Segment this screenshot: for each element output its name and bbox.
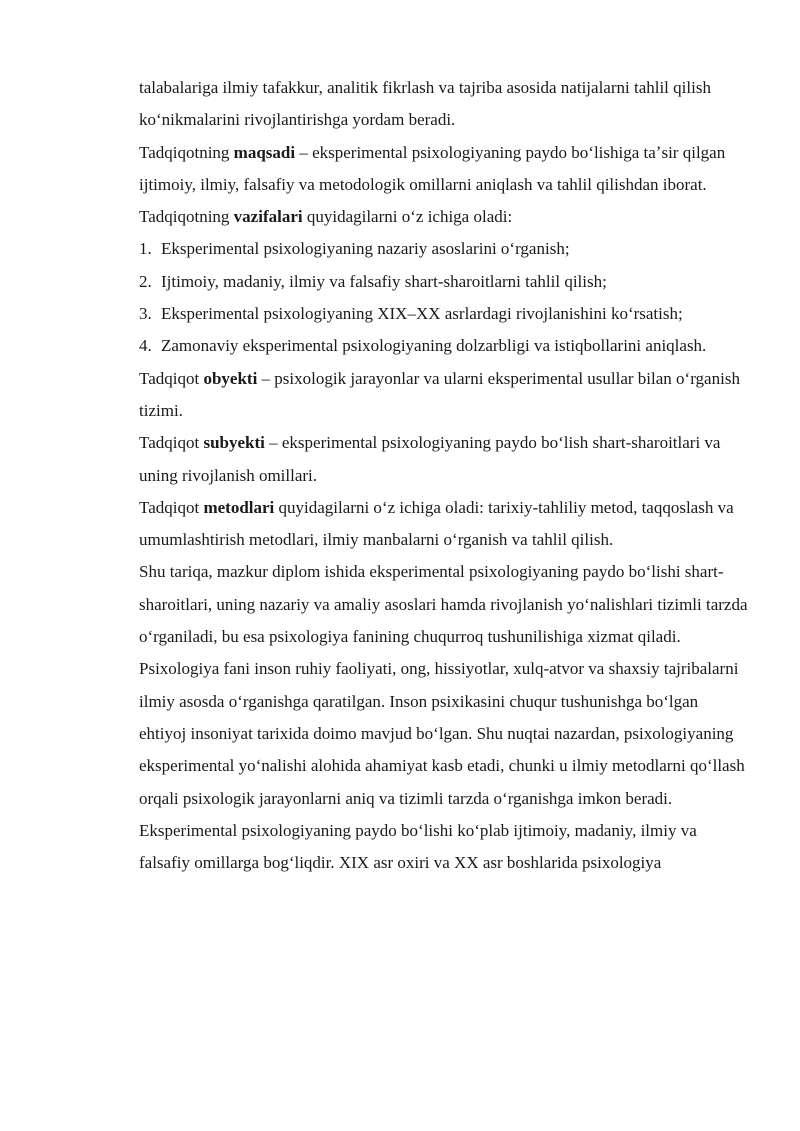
list-item-number: 2. bbox=[139, 271, 152, 291]
methods-lead: Tadqiqot bbox=[139, 497, 204, 517]
object-text: – psixologik jarayonlar va ularni eksperimental usullar bilan oʻrganish tizimi. bbox=[139, 368, 740, 420]
paragraph-methods bbox=[139, 492, 749, 557]
list-item bbox=[139, 266, 749, 298]
tasks-term: vazifalari bbox=[233, 207, 303, 227]
list-item-text: Zamonaviy eksperimental psixologiyaning dolzarbligi va istiqbollarini aniqlash. bbox=[161, 336, 707, 356]
document-page bbox=[139, 72, 749, 879]
object-lead: Tadqiqot bbox=[139, 368, 204, 388]
tasks-list bbox=[139, 233, 749, 362]
tasks-lead: Tadqiqotning bbox=[139, 207, 234, 227]
subject-lead: Tadqiqot bbox=[139, 433, 204, 453]
list-item bbox=[139, 298, 749, 330]
paragraph-tasks-intro bbox=[139, 201, 749, 233]
list-item bbox=[139, 330, 749, 362]
subject-term: subyekti bbox=[203, 433, 265, 453]
list-item-text: Eksperimental psixologiyaning XIX–XX asrlardagi rivojlanishini koʻrsatish; bbox=[161, 304, 683, 324]
paragraph-intro-continuation: talabalariga ilmiy tafakkur, analitik fikrlash va tajriba asosida natijalarni tahlil qilish koʻnikmalarini rivojlantirishga yordam beradi. bbox=[139, 78, 711, 130]
methods-term: metodlari bbox=[203, 497, 275, 517]
paragraph-aim bbox=[139, 137, 749, 202]
list-item-number: 3. bbox=[139, 304, 152, 324]
paragraph-emergence: Eksperimental psixologiyaning paydo boʻlishi koʻplab ijtimoiy, madaniy, ilmiy va falsafiy omillarga bogʻliqdir. XIX asr oxiri va XX asr boshlarida psixologiya bbox=[139, 820, 697, 873]
paragraph-summary: Shu tariqa, mazkur diplom ishida eksperimental psixologiyaning paydo boʻlishi shart-sharoitlari, uning nazariy va amaliy asoslari hamda rivojlanish yoʻnalishlari tizimli tarzda oʻrganiladi, bu esa psixologiya fanining chuqurroq tushunilishiga xizmat qiladi. bbox=[139, 562, 748, 647]
aim-text: – eksperimental psixologiyaning paydo boʻlishiga taʼsir qilgan ijtimoiy, ilmiy, falsafiy va metodologik omillarni aniqlash va tahlil qilishdan iborat. bbox=[139, 142, 726, 194]
aim-lead: Tadqiqotning bbox=[139, 142, 234, 162]
paragraph-psychology: Psixologiya fani inson ruhiy faoliyati, ong, hissiyotlar, xulq-atvor va shaxsiy tajribalarni ilmiy asosda oʻrganishga qaratilgan. Inson psixikasini chuqur tushunishga boʻlgan ehtiyoj insoniyat tarixida doimo mavjud boʻlgan. Shu nuqtai nazardan, psixologiyaning eksperimental yoʻnalishi alohida ahamiyat kasb etadi, chunki u ilmiy metodlarni qoʻllash orqali psixologik jarayonlarni aniq va tizimli tarzda oʻrganishga imkon beradi. bbox=[139, 659, 745, 808]
list-item bbox=[139, 233, 749, 265]
list-item-number: 1. bbox=[139, 239, 152, 259]
subject-text: – eksperimental psixologiyaning paydo boʻlish shart-sharoitlari va uning rivojlanish omillari. bbox=[139, 433, 721, 485]
list-item-text: Eksperimental psixologiyaning nazariy asoslarini oʻrganish; bbox=[161, 239, 570, 259]
list-item-number: 4. bbox=[139, 336, 152, 356]
methods-text: quyidagilarni oʻz ichiga oladi: tarixiy-tahliliy metod, taqqoslash va umumlashtirish metodlari, ilmiy manbalarni oʻrganish va tahlil qilish. bbox=[139, 497, 734, 550]
paragraph-subject bbox=[139, 427, 749, 492]
list-item-text: Ijtimoiy, madaniy, ilmiy va falsafiy shart-sharoitlarni tahlil qilish; bbox=[161, 271, 607, 291]
object-term: obyekti bbox=[203, 368, 258, 388]
paragraph-object bbox=[139, 363, 749, 428]
aim-term: maqsadi bbox=[233, 142, 296, 162]
tasks-text: quyidagilarni oʻz ichiga oladi: bbox=[302, 207, 513, 227]
